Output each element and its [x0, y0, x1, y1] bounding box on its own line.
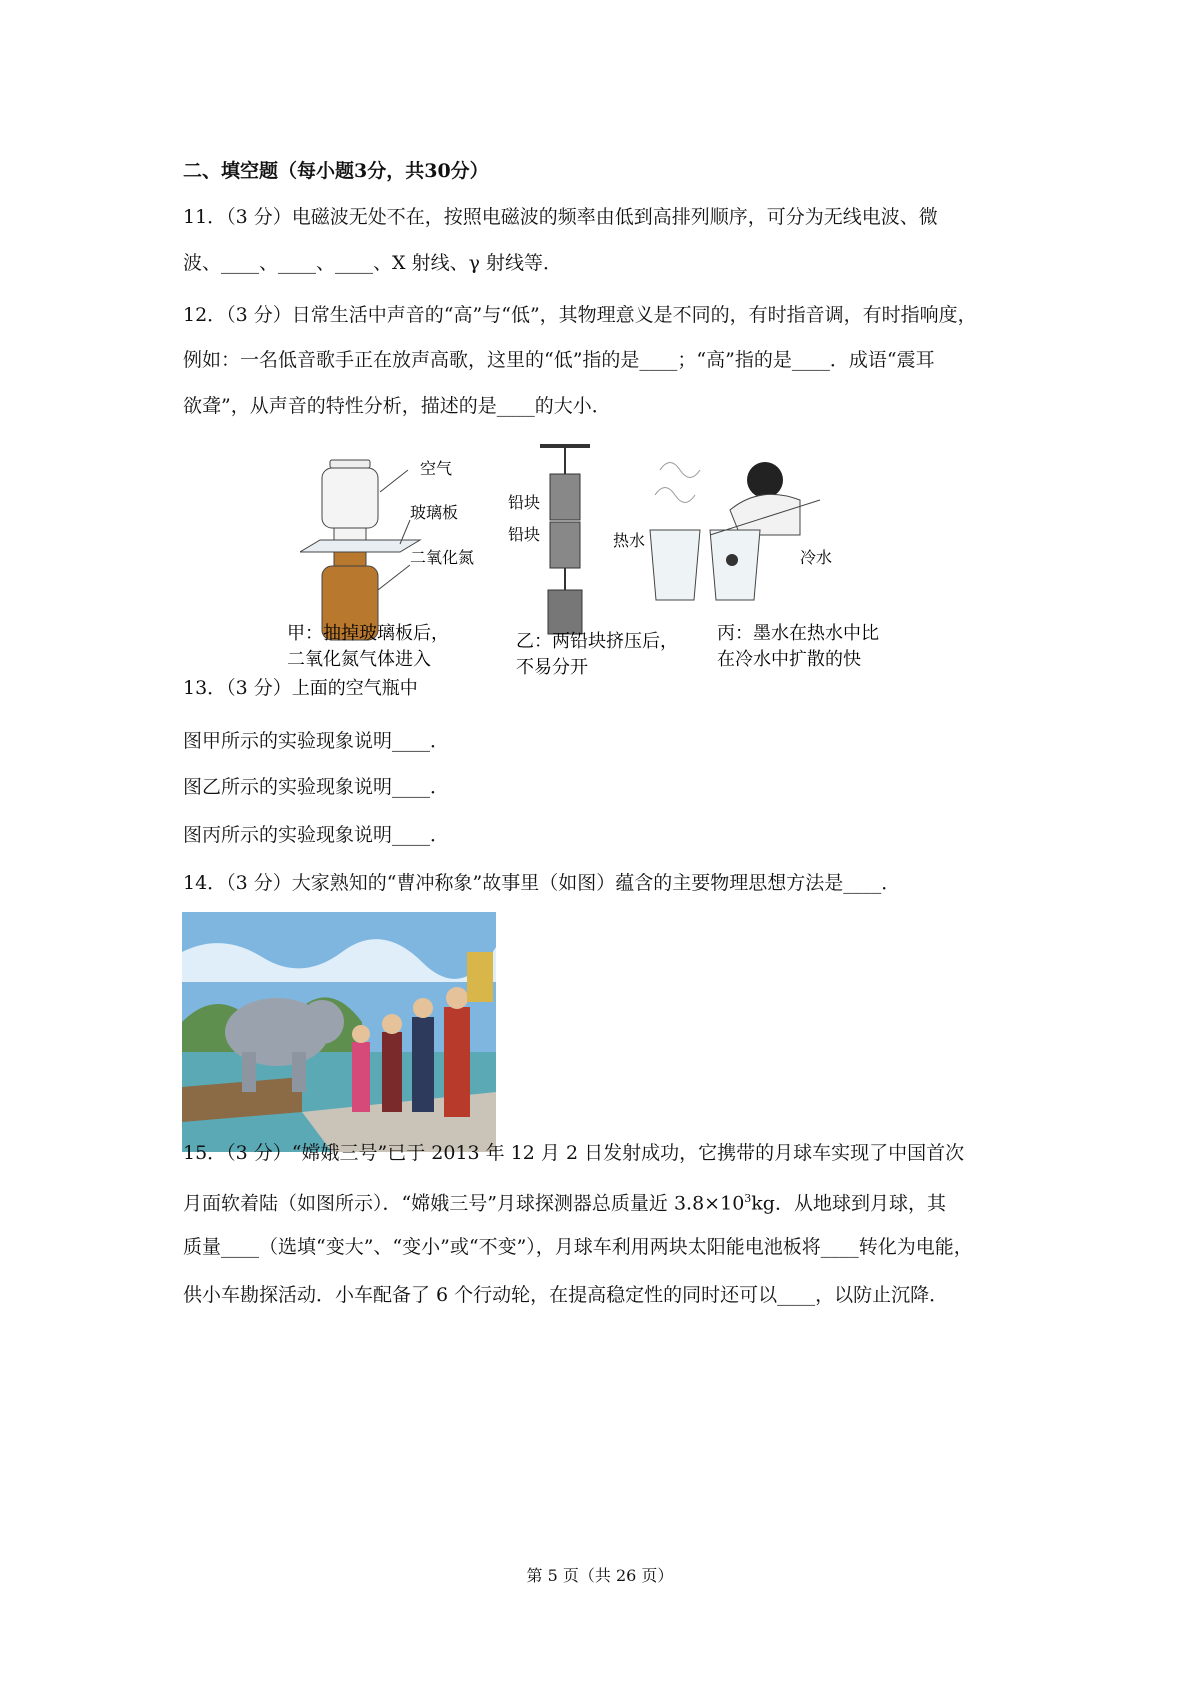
- q15-line3: 质量____（选填“变大”、“变小”或“不变”），月球车利用两块太阳能电池板将____转化为电能，: [183, 1236, 973, 1258]
- q12-line1: 12．（3 分）日常生活中声音的“高”与“低”，其物理意义是不同的，有时指音调，有时指响度，: [183, 304, 977, 326]
- page-footer: 第 5 页（共 26 页）: [526, 1566, 674, 1585]
- label-hot-water: 热水: [613, 531, 646, 550]
- q13-prefix: 13．（3 分）: [183, 677, 292, 699]
- caption-yi-2: 不易分开: [516, 657, 588, 678]
- section-title: 二、填空题（每小题3分，共30分）: [183, 160, 489, 182]
- q13-line1: 图甲所示的实验现象说明____．: [183, 730, 450, 752]
- q15-line4: 供小车勘探活动．小车配备了 6 个行动轮，在提高稳定性的同时还可以____，以防止沉降．: [183, 1284, 949, 1306]
- caption-bing-2: 在冷水中扩散的快: [717, 649, 861, 670]
- q13-heading: [183, 675, 418, 701]
- gas-diffusion-bottles: [300, 460, 420, 640]
- q15-line2-b: kg．从地球到月球，其: [751, 1192, 946, 1215]
- q13-line3: 图丙所示的实验现象说明____．: [183, 824, 450, 846]
- label-air: 空气: [420, 459, 453, 478]
- q11-line2: 波、____、____、____、X 射线、γ 射线等．: [183, 252, 562, 274]
- label-lead-2: 铅块: [508, 525, 541, 544]
- label-no2: 二氧化氮: [410, 548, 475, 567]
- q15-line2-a: 月面软着陆（如图所示）．“嫦娥三号”月球探测器总质量近 3.8×10: [183, 1192, 745, 1215]
- q11-line1: 11．（3 分）电磁波无处不在，按照电磁波的频率由低到高排列顺序，可分为无线电波、微: [183, 206, 938, 228]
- q13-line2: 图乙所示的实验现象说明____．: [183, 776, 450, 798]
- label-cold-water: 冷水: [800, 548, 833, 567]
- q15-line1: 15．（3 分）“嫦娥三号”已于 2013 年 12 月 2 日发射成功，它携带的月球车实现了中国首次: [183, 1142, 965, 1164]
- caption-jia-3: 上面的空气瓶中: [291, 678, 418, 699]
- diffusion-cups: [650, 462, 820, 600]
- q15-line2: [183, 1186, 946, 1216]
- q12-line3: 欲聋”，从声音的特性分析，描述的是____的大小．: [183, 395, 611, 417]
- label-lead-1: 铅块: [508, 493, 541, 512]
- caption-bing-1: 丙：墨水在热水中比: [717, 623, 879, 644]
- caption-jia-2: 二氧化氮气体进入: [287, 649, 431, 670]
- caption-yi-1: 乙：两铅块挤压后，: [516, 631, 678, 652]
- q14-line1: 14．（3 分）大家熟知的“曹冲称象”故事里（如图）蕴含的主要物理思想方法是____．: [183, 872, 901, 894]
- cao-chong-elephant-picture: [182, 912, 496, 1152]
- lead-blocks: [540, 446, 590, 634]
- caption-jia-1: 甲：抽掉玻璃板后，: [287, 623, 449, 644]
- q15-exponent: 3: [744, 1192, 752, 1205]
- q12-line2: 例如：一名低音歌手正在放声高歌，这里的“低”指的是____；“高”指的是____．成语“震耳: [183, 349, 935, 371]
- label-glass-plate: 玻璃板: [410, 503, 459, 522]
